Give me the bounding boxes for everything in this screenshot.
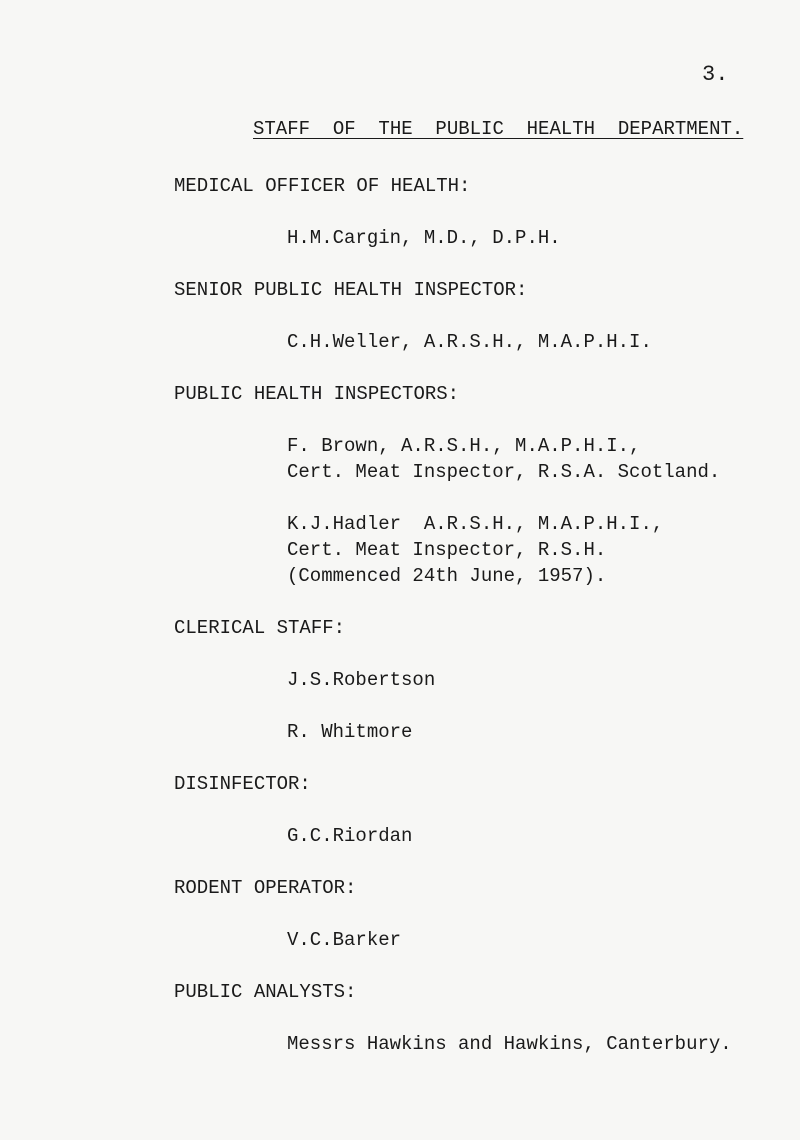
page-number: 3. xyxy=(702,62,729,87)
staff-entry-robertson: J.S.Robertson xyxy=(287,669,436,691)
staff-entry-riordan: G.C.Riordan xyxy=(287,825,413,847)
staff-entry-hadler: K.J.Hadler A.R.S.H., M.A.P.H.I., xyxy=(287,513,664,535)
section-heading-rodent-operator: RODENT OPERATOR: xyxy=(174,877,357,899)
section-heading-medical-officer: MEDICAL OFFICER OF HEALTH: xyxy=(174,175,471,197)
section-heading-clerical: CLERICAL STAFF: xyxy=(174,617,346,639)
staff-entry-cargin: H.M.Cargin, M.D., D.P.H. xyxy=(287,227,561,249)
staff-entry-brown: F. Brown, A.R.S.H., M.A.P.H.I., xyxy=(287,435,641,457)
staff-entry-weller: C.H.Weller, A.R.S.H., M.A.P.H.I. xyxy=(287,331,652,353)
section-heading-senior-inspector: SENIOR PUBLIC HEALTH INSPECTOR: xyxy=(174,279,528,301)
staff-entry-hadler-commenced: (Commenced 24th June, 1957). xyxy=(287,565,607,587)
staff-entry-hadler-cert: Cert. Meat Inspector, R.S.H. xyxy=(287,539,607,561)
staff-entry-hawkins: Messrs Hawkins and Hawkins, Canterbury. xyxy=(287,1033,732,1055)
page-title: STAFF OF THE PUBLIC HEALTH DEPARTMENT. xyxy=(253,118,744,140)
section-heading-inspectors: PUBLIC HEALTH INSPECTORS: xyxy=(174,383,460,405)
staff-entry-barker: V.C.Barker xyxy=(287,929,402,951)
staff-entry-brown-cert: Cert. Meat Inspector, R.S.A. Scotland. xyxy=(287,461,721,483)
section-heading-disinfector: DISINFECTOR: xyxy=(174,773,311,795)
staff-entry-whitmore: R. Whitmore xyxy=(287,721,413,743)
section-heading-public-analysts: PUBLIC ANALYSTS: xyxy=(174,981,357,1003)
